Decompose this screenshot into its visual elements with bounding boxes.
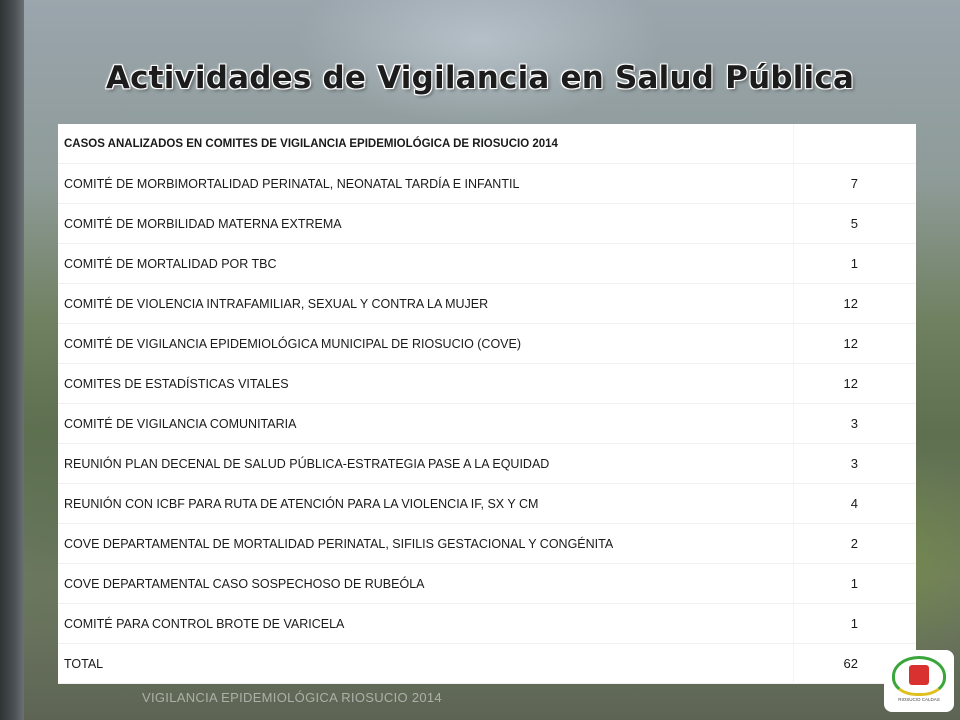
row-value: 7 xyxy=(793,164,916,204)
left-decorative-bar xyxy=(0,0,24,720)
row-value: 3 xyxy=(793,444,916,484)
row-value: 4 xyxy=(793,484,916,524)
row-label: COMITÉ DE VIOLENCIA INTRAFAMILIAR, SEXUAL Y CONTRA LA MUJER xyxy=(58,284,793,324)
slide-footer: VIGILANCIA EPIDEMIOLÓGICA RIOSUCIO 2014 xyxy=(142,690,442,705)
row-label: REUNIÓN CON ICBF PARA RUTA DE ATENCIÓN PARA LA VIOLENCIA IF, SX Y CM xyxy=(58,484,793,524)
table-row xyxy=(58,524,916,564)
slide-title: Actividades de Vigilancia en Salud Pública xyxy=(105,60,855,96)
row-label: COVE DEPARTAMENTAL DE MORTALIDAD PERINATAL, SIFILIS GESTACIONAL Y CONGÉNITA xyxy=(58,524,793,564)
row-label: COMITES DE ESTADÍSTICAS VITALES xyxy=(58,364,793,404)
logo-mark-icon xyxy=(909,665,929,685)
row-label: COVE DEPARTAMENTAL CASO SOSPECHOSO DE RUBEÓLA xyxy=(58,564,793,604)
row-value: 3 xyxy=(793,404,916,444)
table-row xyxy=(58,244,916,284)
table-row xyxy=(58,284,916,324)
row-label: COMITÉ DE VIGILANCIA EPIDEMIOLÓGICA MUNICIPAL DE RIOSUCIO (COVE) xyxy=(58,324,793,364)
row-label: COMITÉ PARA CONTROL BROTE DE VARICELA xyxy=(58,604,793,644)
table-total-row xyxy=(58,644,916,684)
committee-table xyxy=(58,124,916,684)
table-row xyxy=(58,484,916,524)
row-value: 12 xyxy=(793,284,916,324)
row-label: COMITÉ DE MORBIMORTALIDAD PERINATAL, NEONATAL TARDÍA E INFANTIL xyxy=(58,164,793,204)
row-label: COMITÉ DE VIGILANCIA COMUNITARIA xyxy=(58,404,793,444)
table-row xyxy=(58,604,916,644)
table-row xyxy=(58,164,916,204)
committee-table-container xyxy=(58,124,916,684)
table-row xyxy=(58,204,916,244)
table-row xyxy=(58,444,916,484)
row-value: 5 xyxy=(793,204,916,244)
row-value: 12 xyxy=(793,324,916,364)
row-label: COMITÉ DE MORBILIDAD MATERNA EXTREMA xyxy=(58,204,793,244)
row-value: 12 xyxy=(793,364,916,404)
table-header-row xyxy=(58,124,916,164)
row-value: 62 xyxy=(793,644,916,684)
row-value: 2 xyxy=(793,524,916,564)
table-row xyxy=(58,364,916,404)
table-row xyxy=(58,564,916,604)
table-row xyxy=(58,404,916,444)
row-label: COMITÉ DE MORTALIDAD POR TBC xyxy=(58,244,793,284)
municipal-logo xyxy=(884,650,954,712)
row-value: 1 xyxy=(793,244,916,284)
row-value: 1 xyxy=(793,564,916,604)
table-header-label: CASOS ANALIZADOS EN COMITES DE VIGILANCIA EPIDEMIOLÓGICA DE RIOSUCIO 2014 xyxy=(58,124,793,164)
row-label: TOTAL xyxy=(58,644,793,684)
table-row xyxy=(58,324,916,364)
table-header-value xyxy=(793,124,916,164)
row-value: 1 xyxy=(793,604,916,644)
logo-caption: RIOSUCIO CALDAS xyxy=(898,697,940,702)
row-label: REUNIÓN PLAN DECENAL DE SALUD PÚBLICA-ESTRATEGIA PASE A LA EQUIDAD xyxy=(58,444,793,484)
